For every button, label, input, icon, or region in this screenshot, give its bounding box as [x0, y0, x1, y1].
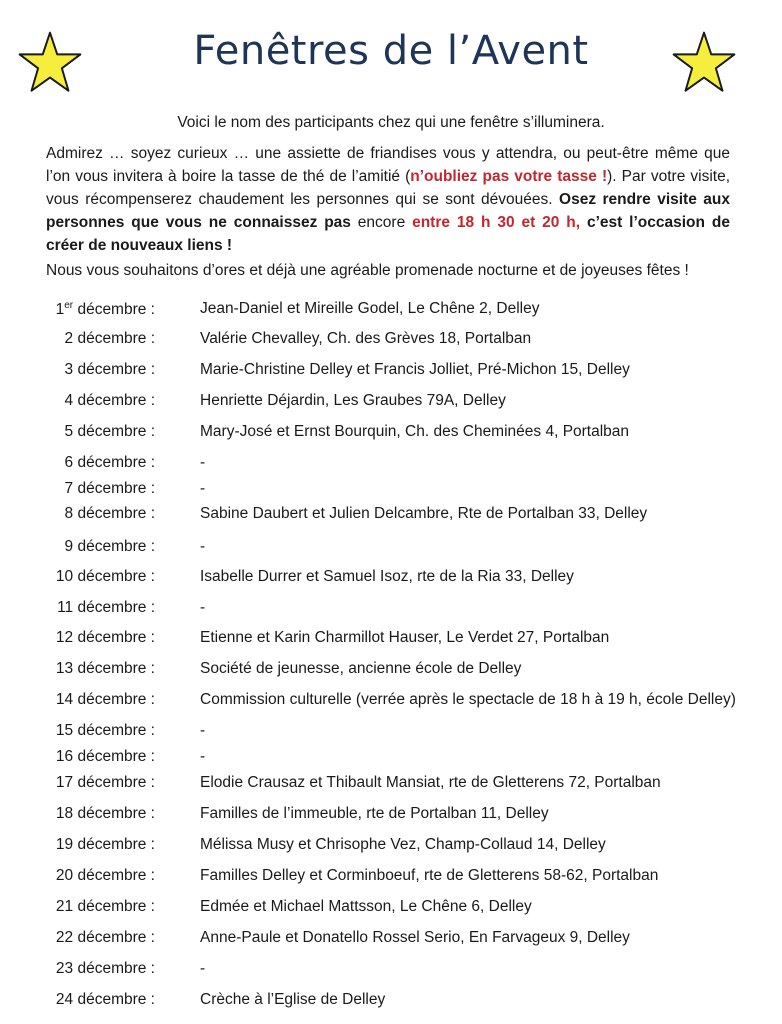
page-title: Fenêtres de l’Avent	[193, 28, 589, 74]
participant-entry: Familles Delley et Corminboeuf, rte de Gletterens 58-62, Portalban	[200, 867, 659, 884]
date-label: 23 décembre :	[55, 960, 155, 977]
date-label: 12 décembre :	[55, 629, 155, 646]
schedule-row	[20, 330, 760, 352]
date-label: 2 décembre :	[64, 330, 155, 347]
participant-entry: -	[200, 480, 206, 497]
participant-entry: -	[200, 538, 206, 555]
participant-entry: Mary-José et Ernst Bourquin, Ch. des Cheminées 4, Portalban	[200, 423, 630, 440]
date-label: 17 décembre :	[55, 774, 155, 791]
paragraph-part-3: ). Par votre visite, vous récompenserez chaudement les personnes qui se sont dévouées.	[46, 168, 731, 208]
participant-entry: Isabelle Durrer et Samuel Isoz, rte de la Ria 33, Delley	[200, 568, 574, 585]
schedule-row	[20, 774, 760, 796]
schedule-row	[20, 480, 760, 502]
schedule-row	[20, 898, 760, 920]
participant-entry: -	[200, 454, 206, 471]
opening-hours: entre 18 h 30 et 20 h,	[412, 214, 581, 231]
paragraph-part-5: encore	[350, 214, 413, 231]
schedule-row	[20, 454, 760, 476]
participant-entry: Henriette Déjardin, Les Graubes 79A, Delley	[200, 392, 506, 409]
schedule-row	[20, 629, 760, 651]
visit-invitation: Osez rendre visite aux personnes que vous ne connaissez pas	[46, 191, 730, 231]
participant-entry: Société de jeunesse, ancienne école de Delley	[200, 660, 522, 677]
participant-entry: Crèche à l’Eglise de Delley	[200, 991, 386, 1008]
date-label: 20 décembre :	[55, 867, 155, 884]
participant-entry: Edmée et Michael Mattsson, Le Chêne 6, Delley	[200, 898, 532, 915]
date-label: 4 décembre :	[64, 392, 155, 409]
date-label: 16 décembre :	[55, 748, 155, 765]
new-links-text: c’est l’occasion de créer de nouveaux liens !	[46, 214, 730, 254]
bring-cup-reminder: n’oubliez pas votre tasse !	[410, 168, 608, 185]
participant-entry: Commission culturelle (verrée après le spectacle de 18 h à 19 h, école Delley)	[200, 691, 736, 708]
intro-text: Voici le nom des participants chez qui une fenêtre s’illuminera.	[177, 114, 605, 131]
participant-entry: Familles de l’immeuble, rte de Portalban 11, Delley	[200, 805, 549, 822]
date-label: 10 décembre :	[55, 568, 155, 585]
description-paragraph	[46, 142, 730, 257]
schedule-row	[20, 929, 760, 951]
participant-entry: Marie-Christine Delley et Francis Jolliet, Pré-Michon 15, Delley	[200, 361, 630, 378]
date-label: 24 décembre :	[55, 991, 155, 1008]
date-label: 3 décembre :	[64, 361, 155, 378]
date-label: 13 décembre :	[55, 660, 155, 677]
participant-entry: Valérie Chevalley, Ch. des Grèves 18, Portalban	[200, 330, 532, 347]
schedule-row	[20, 300, 760, 322]
date-label: 11 décembre :	[57, 599, 155, 616]
participant-entry: -	[200, 748, 206, 765]
schedule-row	[20, 599, 760, 621]
schedule-row	[20, 748, 760, 770]
date-label: 6 décembre :	[64, 454, 155, 471]
schedule-row	[20, 991, 760, 1013]
schedule-row	[20, 722, 760, 744]
date-label: 15 décembre :	[55, 722, 155, 739]
date-label: 22 décembre :	[55, 929, 155, 946]
schedule-row	[20, 392, 760, 414]
participant-entry: Anne-Paule et Donatello Rossel Serio, En Farvageux 9, Delley	[200, 929, 630, 946]
wish-text: Nous vous souhaitons d’ores et déjà une agréable promenade nocturne et de joyeuses fêtes !	[46, 262, 689, 279]
paragraph-part-1: Admirez … soyez curieux … une assiette de friandises vous y attendra, ou peut-être même que l’on vous invitera à boire la tasse de thé de l’amitié (	[46, 145, 730, 185]
date-label: 18 décembre :	[55, 805, 155, 822]
schedule-row	[20, 361, 760, 383]
participant-entry: Etienne et Karin Charmillot Hauser, Le Verdet 27, Portalban	[200, 629, 610, 646]
date-label: 19 décembre :	[55, 836, 155, 853]
schedule-row	[20, 867, 760, 889]
schedule-row	[20, 960, 760, 982]
schedule-row	[20, 423, 760, 445]
participant-entry: -	[200, 599, 206, 616]
date-label: 5 décembre :	[64, 423, 155, 440]
schedule-row	[20, 836, 760, 858]
date-label: 14 décembre :	[55, 691, 155, 708]
schedule-row	[20, 691, 760, 713]
schedule-row	[20, 538, 760, 560]
participant-entry: -	[200, 722, 206, 739]
participant-entry: Sabine Daubert et Julien Delcambre, Rte de Portalban 33, Delley	[200, 505, 648, 522]
date-label: 21 décembre :	[55, 898, 155, 915]
date-label: 9 décembre :	[64, 538, 155, 555]
date-label: 1er décembre :	[55, 300, 155, 319]
schedule-row	[20, 660, 760, 682]
participant-entry: Elodie Crausaz et Thibault Mansiat, rte de Gletterens 72, Portalban	[200, 774, 661, 791]
schedule-row	[20, 805, 760, 827]
schedule-row	[20, 568, 760, 590]
participant-entry: Jean-Daniel et Mireille Godel, Le Chêne 2, Delley	[200, 300, 540, 317]
participant-entry: Mélissa Musy et Chrisophe Vez, Champ-Collaud 14, Delley	[200, 836, 606, 853]
date-label: 7 décembre :	[64, 480, 155, 497]
date-label: 8 décembre :	[64, 505, 155, 522]
schedule-row	[20, 505, 760, 527]
participant-entry: -	[200, 960, 206, 977]
